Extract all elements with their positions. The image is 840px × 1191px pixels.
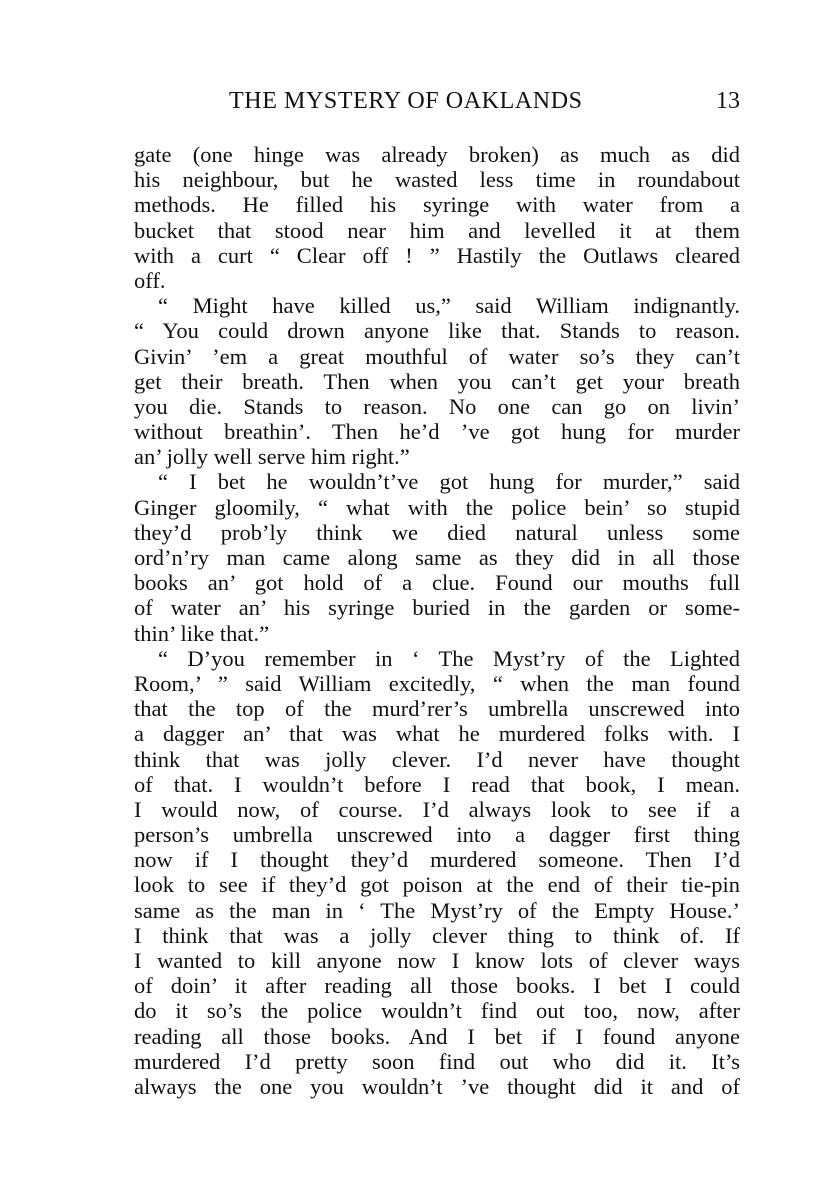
text-line: his neighbour, but he wasted less time in roundabout — [134, 167, 740, 193]
text-line: I wanted to kill anyone now I know lots of clever ways — [134, 948, 740, 973]
text-line: gate (one hinge was already broken) as much as did — [134, 142, 740, 167]
body-text — [134, 142, 740, 1099]
text-line: methods. He filled his syringe with water from a — [134, 192, 740, 218]
text-line: think that was jolly clever. I’d never have thought — [134, 746, 740, 772]
text-line: reading all those books. And I bet if I found anyone — [134, 1023, 740, 1049]
text-line: a dagger an’ that was what he murdered folks with. I — [134, 721, 740, 747]
text-line: without breathin’. Then he’d ’ve got hung for murder — [134, 419, 740, 445]
text-line: Ginger gloomily, “ what with the police bein’ so stupid — [134, 494, 740, 520]
text-line: same as the man in ‘ The Myst’ry of the Empty House.’ — [134, 897, 740, 923]
text-line: Givin’ ’em a great mouthful of water so’s they can’t — [134, 343, 740, 369]
text-line: of that. I wouldn’t before I read that book, I mean. — [134, 771, 740, 797]
text-line: Room,’ ” said William excitedly, “ when the man found — [134, 670, 740, 696]
text-line: “ Might have killed us,” said William indignantly. — [158, 293, 740, 319]
text-line: of water an’ his syringe buried in the garden or some- — [134, 595, 740, 621]
text-line: “ You could drown anyone like that. Stands to reason. — [134, 318, 740, 344]
page-number: 13 — [716, 88, 740, 114]
text-line: off. — [134, 267, 166, 293]
text-line: person’s umbrella unscrewed into a dagger first thing — [134, 822, 740, 848]
text-line: I would now, of course. I’d always look to see if a — [134, 796, 740, 822]
text-line: an’ jolly well serve him right.” — [134, 444, 410, 470]
text-line: bucket that stood near him and levelled it at them — [134, 217, 740, 243]
text-line: that the top of the murd’rer’s umbrella unscrewed into — [134, 696, 740, 722]
text-line: get their breath. Then when you can’t get your breath — [134, 368, 740, 394]
text-line: always the one you wouldn’t ’ve thought did it and of — [134, 1073, 740, 1099]
text-line: “ D’you remember in ‘ The Myst’ry of the Lighted — [158, 645, 740, 671]
running-title: THE MYSTERY OF OAKLANDS — [229, 88, 583, 114]
text-line: do it so’s the police wouldn’t find out too, now, after — [134, 998, 740, 1024]
text-line: they’d prob’ly think we died natural unless some — [134, 519, 740, 545]
text-line: murdered I’d pretty soon find out who did it. It’s — [134, 1048, 740, 1074]
text-line: of doin’ it after reading all those books. I bet I could — [134, 973, 740, 999]
text-line: now if I thought they’d murdered someone. Then I’d — [134, 847, 740, 873]
text-line: “ I bet he wouldn’t’ve got hung for murder,” said — [158, 469, 740, 495]
text-line: you die. Stands to reason. No one can go on livin’ — [134, 393, 740, 419]
text-line: ord’n’ry man came along same as they did in all those — [134, 545, 740, 570]
text-line: thin’ like that.” — [134, 620, 270, 646]
text-line: books an’ got hold of a clue. Found our mouths full — [134, 570, 740, 596]
text-line: I think that was a jolly clever thing to think of. If — [134, 922, 740, 948]
running-header — [134, 88, 740, 118]
text-line: look to see if they’d got poison at the end of their tie-pin — [134, 872, 740, 898]
text-line: with a curt “ Clear off ! ” Hastily the Outlaws cleared — [134, 242, 740, 268]
